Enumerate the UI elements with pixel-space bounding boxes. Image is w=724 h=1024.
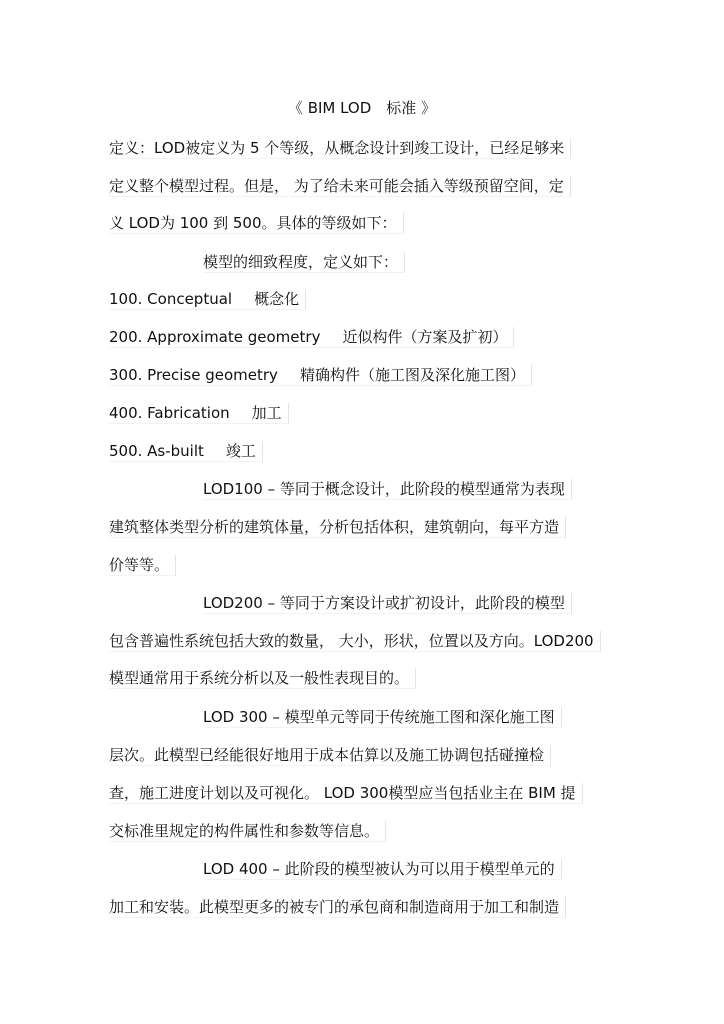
level-code: 300. Precise geometry — [109, 366, 278, 384]
level-meaning: 竣工 — [225, 442, 256, 460]
lod400-line-1: LOD 400 – 此阶段的模型被认为可以用于模型单元的 — [203, 859, 562, 880]
level-code: 100. Conceptual — [109, 290, 233, 308]
level-meaning: 近似构件（方案及扩初） — [342, 328, 508, 346]
lod200-line-3: 模型通常用于系统分析以及一般性表现目的。 — [109, 668, 416, 689]
level-meaning: 加工 — [251, 404, 282, 422]
level-code: 500. As-built — [109, 442, 204, 460]
lod300-line-1: LOD 300 – 模型单元等同于传统施工图和深化施工图 — [203, 707, 562, 728]
level-item-100 — [109, 289, 306, 310]
lod300-line-3: 查，施工进度计划以及可视化。 LOD 300模型应当包括业主在 BIM 提 — [109, 783, 583, 804]
lod100-line-3: 价等等。 — [109, 555, 176, 576]
document-title: 《 BIM LOD 标准 》 — [287, 99, 437, 117]
lod200-line-2: 包含普遍性系统包括大致的数量， 大小，形状，位置以及方向。LOD200 — [109, 631, 601, 652]
subheading: 模型的细致程度，定义如下： — [203, 252, 405, 273]
level-item-400 — [109, 403, 289, 424]
level-item-300 — [109, 365, 532, 386]
level-code: 400. Fabrication — [109, 404, 230, 422]
intro-line-2: 定义整个模型过程。但是， 为了给未来可能会插入等级预留空间，定 — [109, 176, 571, 197]
level-code: 200. Approximate geometry — [109, 328, 321, 346]
lod200-line-1: LOD200 – 等同于方案设计或扩初设计，此阶段的模型 — [203, 593, 572, 614]
intro-line-1: 定义：LOD被定义为 5 个等级，从概念设计到竣工设计，已经足够来 — [109, 138, 571, 159]
intro-line-3: 义 LOD为 100 到 500。具体的等级如下： — [109, 213, 404, 234]
lod100-line-1: LOD100 – 等同于概念设计，此阶段的模型通常为表现 — [203, 479, 572, 500]
lod300-line-2: 层次。此模型已经能很好地用于成本估算以及施工协调包括碰撞检 — [109, 745, 551, 766]
level-meaning: 概念化 — [254, 290, 300, 308]
lod300-line-4: 交标准里规定的构件属性和参数等信息。 — [109, 821, 386, 842]
lod100-line-2: 建筑整体类型分析的建筑体量，分析包括体积，建筑朝向，每平方造 — [109, 517, 566, 538]
level-meaning: 精确构件（施工图及深化施工图） — [299, 366, 525, 384]
level-item-500 — [109, 441, 263, 462]
level-item-200 — [109, 327, 514, 348]
lod400-line-2: 加工和安装。此模型更多的被专门的承包商和制造商用于加工和制造 — [109, 897, 566, 918]
